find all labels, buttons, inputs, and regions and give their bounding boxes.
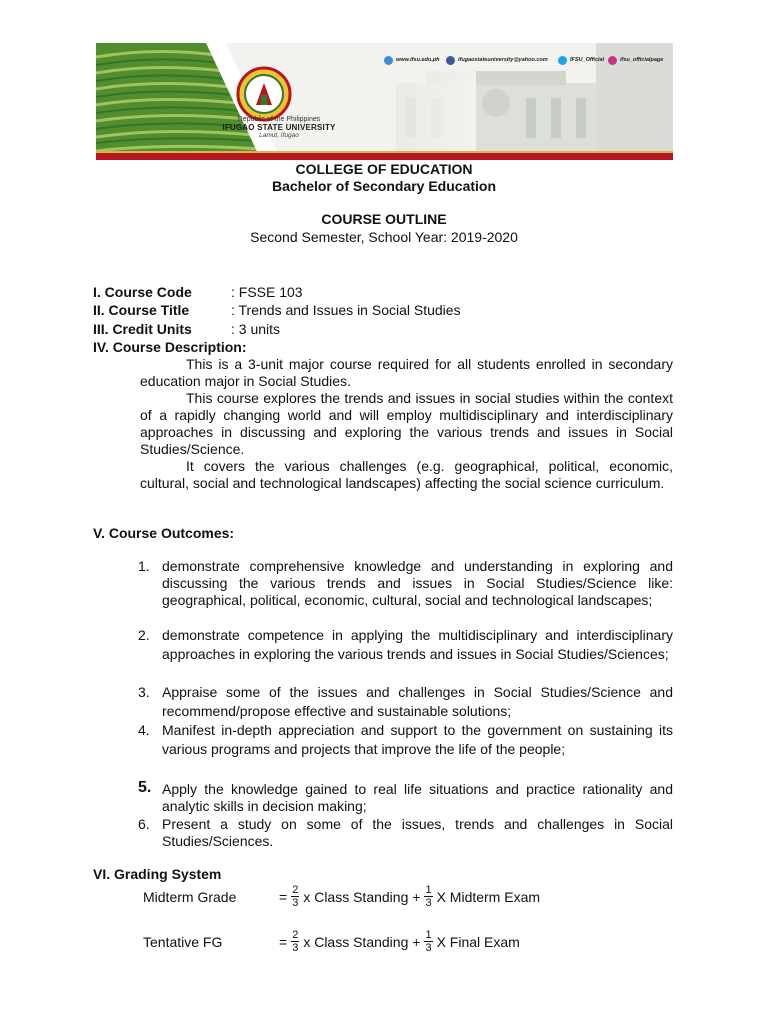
instagram-link[interactable]: ifsu_officialpage: [608, 54, 663, 66]
republic-text: Republic of the Philippines: [237, 116, 321, 123]
instagram-icon: [608, 56, 617, 65]
facebook-icon: [446, 56, 455, 65]
list-item: 2. demonstrate competence in applying the multidisciplinary and interdisciplinary approaches in exploring the various trends and issues in Social Studies/Sciences;: [138, 627, 673, 662]
midterm-grade-formula: [143, 884, 540, 909]
description-paragraph: It covers the various challenges (e.g. geographical, political, economic, cultural, social and technological landscapes) affecting the social science curriculum.: [140, 458, 673, 491]
course-title-label: II. Course Title: [93, 302, 190, 318]
document-title: COURSE OUTLINE: [321, 211, 447, 227]
credit-units-label: III. Credit Units: [93, 321, 192, 337]
fraction: $\frac{1}{3}$: [425, 884, 432, 909]
university-name: IFUGAO STATE UNIVERSITY: [222, 123, 336, 132]
description-paragraph: This is a 3-unit major course required for all students enrolled in secondary education major in Social Studies.: [140, 356, 673, 389]
credit-units-value: : 3 units: [231, 321, 281, 337]
formula-term: x Class Standing +: [303, 933, 421, 950]
course-title-value: : Trends and Issues in Social Studies: [231, 302, 461, 318]
list-item: 4. Manifest in-depth appreciation and support to the government on sustaining its various programs and projects that improve the life of the people;: [138, 722, 673, 757]
equals-sign: =: [279, 933, 288, 950]
header-banner: [96, 43, 673, 160]
college-title: COLLEGE OF EDUCATION: [295, 161, 473, 177]
tentative-fg-formula: [143, 929, 520, 954]
program-title: Bachelor of Secondary Education: [271, 178, 497, 194]
email-link[interactable]: ifugaostateuniversity@yahoo.com: [446, 54, 548, 66]
semester-line: Second Semester, School Year: 2019-2020: [250, 229, 518, 245]
fraction: $\frac{2}{3}$: [292, 929, 299, 954]
banner-red-stripe: [96, 153, 673, 160]
formula-label: Midterm Grade: [143, 888, 237, 905]
formula-label: Tentative FG: [143, 933, 223, 950]
grading-heading: VI. Grading System: [93, 866, 222, 882]
fraction: $\frac{2}{3}$: [292, 884, 299, 909]
list-item: 6. Present a study on some of the issues, trends and challenges in Social Studies/Sciences.: [138, 816, 673, 849]
university-location: Lamut, Ifugao: [259, 132, 299, 139]
university-name-block: [214, 116, 344, 139]
list-item: 1. demonstrate comprehensive knowledge and understanding in exploring and discussing the various trends and issues in Social Studies/Science like: geographical, political, economic, cultural, social and technological landscapes;: [138, 558, 673, 608]
list-item: 3. Appraise some of the issues and challenges in Social Studies/Science and recommend/propose effective and sustainable solutions;: [138, 684, 673, 719]
description-paragraph: This course explores the trends and issues in social studies within the context of a rapidly changing world and will employ multidisciplinary and interdisciplinary approaches in discussing and exploring the various trends and issues in Social Studies/Science.: [140, 390, 673, 457]
course-description: [140, 356, 673, 492]
twitter-link[interactable]: IFSU_Official: [558, 54, 604, 66]
formula-term: X Final Exam: [436, 933, 520, 950]
university-seal-icon: [238, 68, 290, 120]
formula-term: X Midterm Exam: [436, 888, 541, 905]
list-item: 5. Apply the knowledge gained to real life situations and practice rationality and analytic skills in decision making;: [138, 779, 673, 814]
globe-icon: [384, 56, 393, 65]
website-link[interactable]: www.ifsu.edu.ph: [384, 54, 440, 66]
twitter-icon: [558, 56, 567, 65]
formula-term: x Class Standing +: [303, 888, 421, 905]
outcomes-heading: V. Course Outcomes:: [93, 525, 235, 541]
equals-sign: =: [279, 888, 288, 905]
description-heading: IV. Course Description:: [93, 339, 247, 355]
course-code-label: I. Course Code: [93, 284, 192, 300]
fraction: $\frac{1}{3}$: [425, 929, 432, 954]
course-code-value: : FSSE 103: [231, 284, 303, 300]
